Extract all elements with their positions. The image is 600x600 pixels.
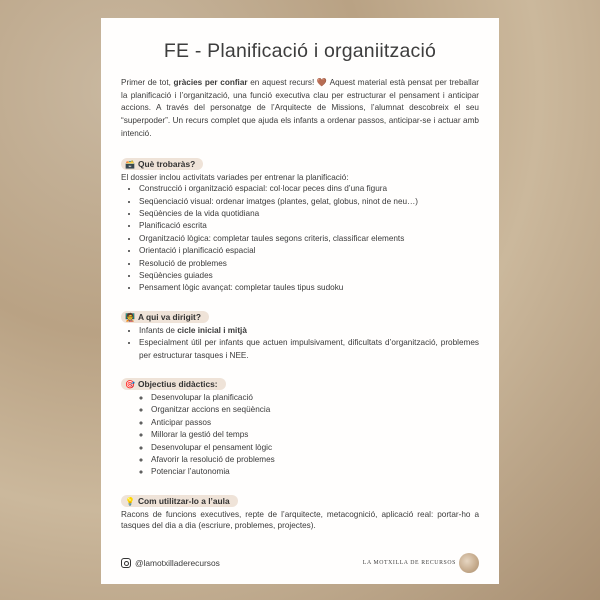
list-item: • Seqüències guiades [139,270,479,282]
list-item: ◦ Desenvolupar el pensament lògic [151,442,479,454]
activities-list [121,183,479,295]
list-item: ◦ Desenvolupar la planificació [151,392,479,404]
list-item: • Especialment útil per infants que actuen impulsivament, dificultats d’organització, problemes per estructurar tasques i NEE. [139,337,479,362]
audience-item-bold: cicle inicial i mitjà [177,325,247,335]
card-box-icon: 🗃️ [125,159,135,169]
intro-text-start: Primer de tot, [121,78,174,87]
lightbulb-icon: 💡 [125,496,135,506]
brand-mark [363,553,479,573]
section-who-title: A qui va dirigit? [137,311,201,322]
list-item: • Construcció i organització espacial: col·locar peces dins d’una figura [139,183,479,195]
section-how [121,491,479,532]
list-item: ◦ Organitzar accions en seqüència [151,404,479,416]
list-item: • Seqüències de la vida quotidiana [139,208,479,220]
target-icon: 🎯 [125,379,135,389]
section-what [121,154,479,295]
section-who-heading [121,311,209,323]
list-item: ◦ Millorar la gestió del temps [151,429,479,441]
section-what-intro: El dossier inclou activitats variades per entrenar la planificació: [121,172,349,182]
section-goals-heading [121,378,226,390]
section-what-heading [121,158,203,170]
list-item: ◦ Anticipar passos [151,417,479,429]
page-footer [121,552,479,574]
audience-list [121,325,479,362]
section-what-title: Què trobaràs? [137,158,196,169]
section-who [121,307,479,362]
audience-item-text: Infants de [139,325,178,335]
list-item: • Organització lògica: completar taules segons criteris, classificar elements [139,233,479,245]
section-how-heading [121,495,238,507]
instagram-handle[interactable] [121,558,220,568]
list-item: ◦ Potenciar l’autonomia [151,466,479,478]
section-goals-title: Objectius didàctics: [137,378,218,389]
list-item [139,325,479,337]
section-how-title: Com utilitzar-lo a l’aula [137,495,230,506]
intro-bold-text: gràcies per confiar [173,78,248,87]
document-page [101,18,499,584]
goals-list [121,392,479,479]
instagram-icon [121,558,131,568]
list-item: • Planificació escrita [139,220,479,232]
intro-paragraph [121,77,479,141]
list-item: • Seqüenciació visual: ordenar imatges (plantes, gelat, globus, ninot de neu…) [139,196,479,208]
list-item: • Pensament lògic avançat: completar taules tipus sudoku [139,282,479,294]
page-title: FE - Planificació i organiització [163,40,437,62]
list-item: • Orientació i planificació espacial [139,245,479,257]
list-item: ◦ Afavorir la resolució de problemes [151,454,479,466]
section-how-text: Racons de funcions executives, repte de l’arquitecte, metacognició, aplicació real: portar-ho a tasques del dia a dia (escriure, problemes, projectes). [121,509,479,531]
brand-logo-icon [459,553,479,573]
intro-text-rest: en aquest recurs! 🤎 Aquest material està pensat per treballar la planificació i l’organització, una funció executiva clau per estructurar el pensament i anticipar accions. A través del personatge de l’Arquitecte de Missions, l’alumnat descobreix el seu “superpoder”. Un recurs complet que ajuda els infants a ordenar passos, anticipar-se i actuar amb intenció. [121,78,479,138]
brand-name: LA MOTXILLA DE RECURSOS [362,560,456,566]
instagram-handle-text: @lamotxilladerecursos [135,558,220,568]
list-item: • Resolució de problemes [139,258,479,270]
section-goals [121,374,479,479]
teacher-icon: 🧑‍🏫 [125,312,135,322]
